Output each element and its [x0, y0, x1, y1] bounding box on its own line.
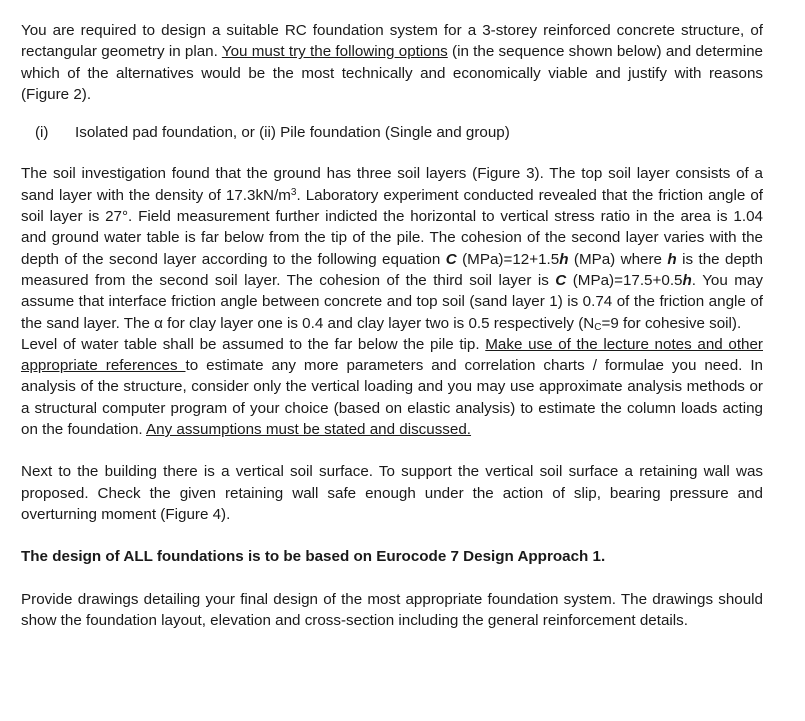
depth-symbol: h [667, 250, 677, 268]
intro-paragraph [21, 20, 763, 105]
soil-text-3: (MPa)=12+1.5 [456, 250, 560, 268]
options-instruction-underlined: You must try the following options [221, 43, 448, 61]
retaining-wall-paragraph: Next to the building there is a vertical soil surface. To support the vertical soil surface a retaining wall was proposed. Check the given retaining wall safe enough under the action of slip, bearing pressure and overturning moment (Figure 4). [21, 463, 763, 523]
soil-text-2: . Laboratory experiment conducted revealed that the friction angle of soil layer is 27°. Field measurement further indicted the horizontal to vertical stress ratio in the area is 1.04 and ground water table is far below from the tip of the pile. The cohesion of the second layer varies with the depth of the second layer according to the following equation [21, 186, 763, 268]
lecture-notes-underlined: Make use of the lecture notes and other appropriate references [21, 335, 763, 375]
water-text-1: Level of water table shall be assumed to the far below the pile tip. [21, 335, 486, 353]
cohesion-symbol: C [445, 250, 457, 268]
drawings-paragraph: Provide drawings detailing your final design of the most appropriate foundation system. The drawings should show the foundation layout, elevation and cross-section including the general reinforcement details. [21, 590, 763, 629]
foundation-options [21, 122, 763, 143]
soil-text-8: =9 for cohesive soil). [601, 314, 742, 332]
soil-text-1: The soil investigation found that the ground has three soil layers (Figure 3). The top soil layer consists of a sand layer with the density of 17.3kN/m [21, 165, 763, 204]
option-text: Isolated pad foundation, or (ii) Pile foundation (Single and group) [75, 124, 510, 142]
eurocode-statement: The design of ALL foundations is to be based on Eurocode 7 Design Approach 1. [21, 548, 606, 566]
depth-symbol: h [682, 271, 692, 289]
soil-text-6: (MPa)=17.5+0.5 [566, 271, 683, 289]
water-text-2: to estimate any more parameters and correlation charts / formulae you need. In analysis of the structure, consider only the vertical loading and you may use approximate analysis methods or a structural computer program of your choice (based on elastic analysis) to estimate the column loads acting on the foundation. [21, 357, 763, 439]
water-table-paragraph [21, 334, 763, 440]
soil-text-4: (MPa) where [568, 250, 668, 268]
cubic-superscript: 3 [290, 186, 297, 198]
soil-text-5: is the depth measured from the second soil layer. The cohesion of the third soil layer is [21, 250, 764, 289]
assumptions-underlined: Any assumptions must be stated and discussed. [146, 421, 472, 439]
cohesion-symbol: C [555, 271, 567, 289]
nc-subscript: C [594, 321, 602, 333]
intro-text-end: (in the sequence shown below) and determine which of the alternatives would be the most technically and economically viable and justify with reasons (Figure 2). [21, 43, 763, 103]
depth-symbol: h [559, 250, 569, 268]
option-number: (i) [35, 124, 49, 142]
document-body [21, 20, 763, 631]
intro-text: You are required to design a suitable RC foundation system for a 3-storey reinforced concrete structure, of rectangular geometry in plan. [21, 22, 763, 61]
soil-text-7: . You may assume that interface friction angle between concrete and top soil (sand layer 1) is 0.74 of the friction angle of the sand layer. The α for clay layer one is 0.4 and clay layer two is 0.5 respectively (N [21, 271, 763, 332]
soil-investigation-paragraph [21, 163, 763, 333]
